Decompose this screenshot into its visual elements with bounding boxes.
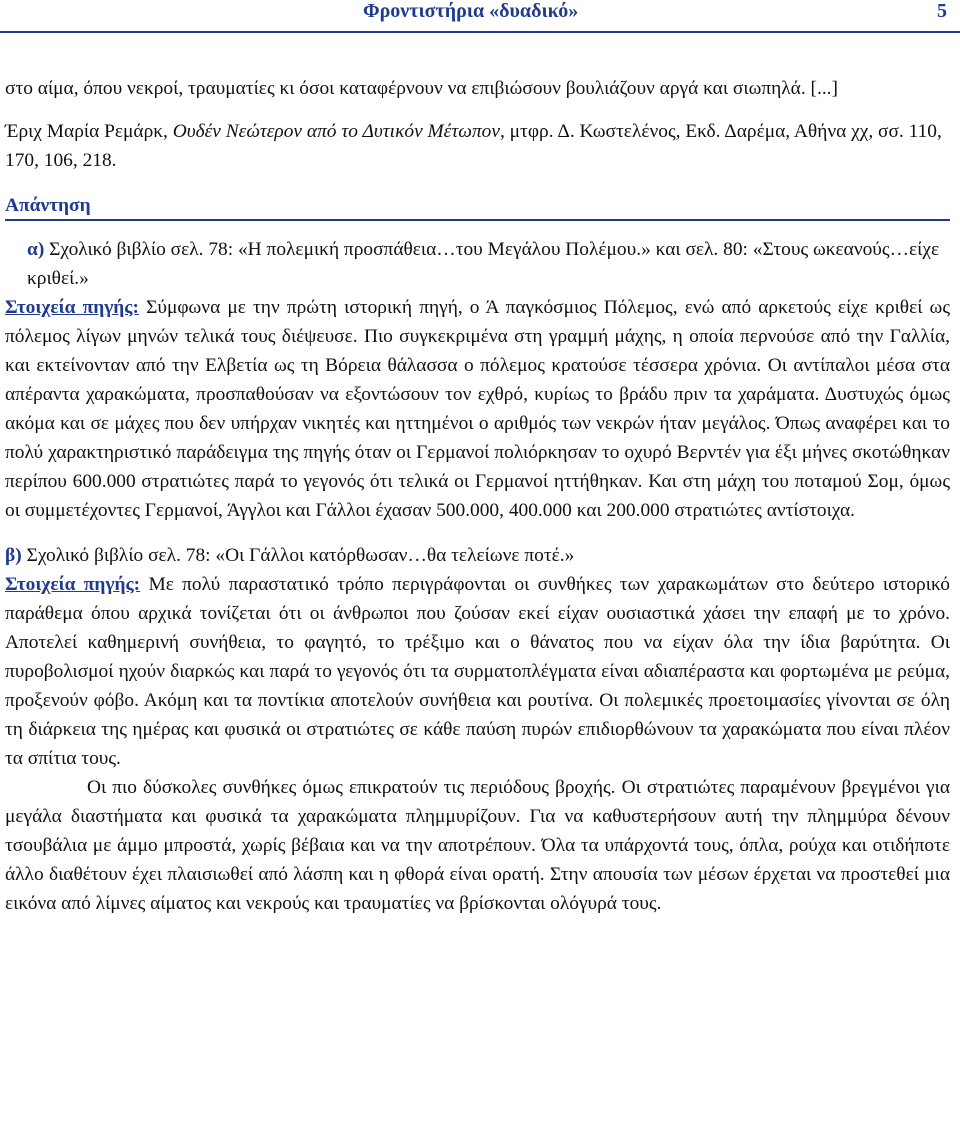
section-a-body bbox=[5, 293, 950, 525]
citation-details: , μτφρ. Δ. Κωστελένος, Εκδ. Δαρέμα, Αθήνα χχ, σσ. 110, 170, 106, 218. bbox=[5, 121, 942, 171]
section-b-paragraph-2: Οι πιο δύσκολες συνθήκες όμως επικρατούν τις περιόδους βροχής. Οι στρατιώτες παραμένουν βρεγμένοι για μεγάλα διαστήματα και φυσικά τα χαρακώματα πλημμυρίζουν. Για να καθυστερήσουν αυτή την πλημμύρα δένουν τσουβάλια με άμμο μπροστά, χωρίς βέβαια και να την αποτρέπουν. Όλα τα υπάρχοντά τους, όπλα, ρούχα και οτιδήποτε άλλο διαθέτουν έχει πλαισιωθεί από λάσπη και η φθορά είναι ορατή. Στην απουσία των μέσων έρχεται να προστεθεί μια εικόνα από λίμνες αίματος και νεκρούς και τραυματίες να βρίσκονται ολόγυρά τους. bbox=[5, 777, 950, 914]
section-a-ref-text: Σχολικό βιβλίο σελ. 78: «Η πολεμική προσπάθεια…του Μεγάλου Πολέμου.» και σελ. 80: «Στους ωκεανούς…είχε κριθεί.» bbox=[27, 239, 940, 289]
intro-paragraph: στο αίμα, όπου νεκροί, τραυματίες κι όσοι καταφέρνουν να επιβιώσουν βουλιάζουν αργά και σιωπηλά. [...] bbox=[5, 78, 838, 99]
section-a-body-text: Σύμφωνα με την πρώτη ιστορική πηγή, ο Ά παγκόσμιος Πόλεμος, ενώ από αρκετούς είχε κριθεί ως πόλεμος λίγων μηνών τελικά τους διέψευσε. Πιο συγκεκριμένα στη γραμμή μάχης, η οποία περνούσε από την Γαλλία, και εκτείνονταν από την Ελβετία ως τη Βόρεια θάλασσα ο πόλεμος κρατούσε τέσσερα χρόνια. Οι αντίπαλοι μέσα στα απέραντα χαρακώματα, προσπαθούσαν να εξοντώσουν τον εχθρό, κυρίως το βράδυ πριν τα χαράματα. Δυστυχώς όμως ακόμα και σε μάχες που δεν υπήρχαν νικητές και ηττημένοι ο αριθμός των νεκρών ήταν μεγάλος. Όπως αναφέρει και το πολύ χαρακτηριστικό παράδειγμα της πηγής όταν οι Γερμανοί πολιόρκησαν το οχυρό Βερντέν για έξι μήνες σκοτώθηκαν περίπου 600.000 στρατιώτες παρά το γεγονός ότι τελικά οι Γερμανοί ηττήθηκαν. Και στη μάχη του ποταμού Σομ, όμως οι συμμετέχοντες Γερμανοί, Άγγλοι και Γάλλοι έχασαν 500.000, 400.000 και 200.000 στρατιώτες αντίστοιχα. bbox=[5, 297, 950, 521]
citation-book: Ουδέν Νεώτερον από το Δυτικόν Μέτωπον bbox=[172, 121, 500, 142]
section-b-source-label: Στοιχεία πηγής: bbox=[5, 574, 141, 595]
section-a-source-label: Στοιχεία πηγής: bbox=[5, 297, 139, 318]
section-b-body-text: Με πολύ παραστατικό τρόπο περιγράφονται οι συνθήκες των χαρακωμάτων στο δεύτερο ιστορικό παράθεμα όπου αρχικά τονίζεται ότι οι άνθρωποι που ζούσαν εκεί είχαν ουσιαστικά χάσει την επαφή με το χρόνο. Αποτελεί καθημερινή συνήθεια, το φαγητό, το τρέξιμο και ο θάνατος που να είχαν όλα την ίδια βαρύτητα. Οι πυροβολισμοί ηχούν διαρκώς και παρά το γεγονός ότι τα συρματοπλέγματα είναι αδιαπέραστα και φορτωμένα με ρεύμα, προξενούν φόβο. Ακόμη και τα ποντίκια αποτελούν συνήθεια και ρουτίνα. Οι πολεμικές προετοιμασίες γίνονται σε όλη τη διάρκεια της ημέρας και φυσικά οι στρατιώτες σε κάθε παύση πυρών επιδιορθώνουν τα χαρακώματα που είναι πλέον τα σπίτια τους. bbox=[5, 574, 950, 769]
section-a-letter: α) bbox=[27, 239, 45, 260]
section-a-reference bbox=[5, 235, 950, 293]
header-divider bbox=[0, 31, 960, 33]
page-header bbox=[0, 0, 960, 30]
page-number: 5 bbox=[937, 0, 947, 22]
document-body bbox=[5, 74, 950, 918]
citation bbox=[5, 117, 950, 175]
header-title: Φροντιστήρια «δυαδικό» bbox=[363, 0, 579, 22]
answer-heading: Απάντηση bbox=[5, 193, 950, 221]
section-b-body bbox=[5, 570, 950, 773]
section-b-reference bbox=[5, 541, 950, 570]
citation-author: Έριχ Μαρία Ρεμάρκ, bbox=[5, 121, 173, 142]
section-b-letter: β) bbox=[5, 545, 22, 566]
section-b-ref-text: Σχολικό βιβλίο σελ. 78: «Οι Γάλλοι κατόρθωσαν…θα τελείωνε ποτέ.» bbox=[21, 545, 575, 566]
